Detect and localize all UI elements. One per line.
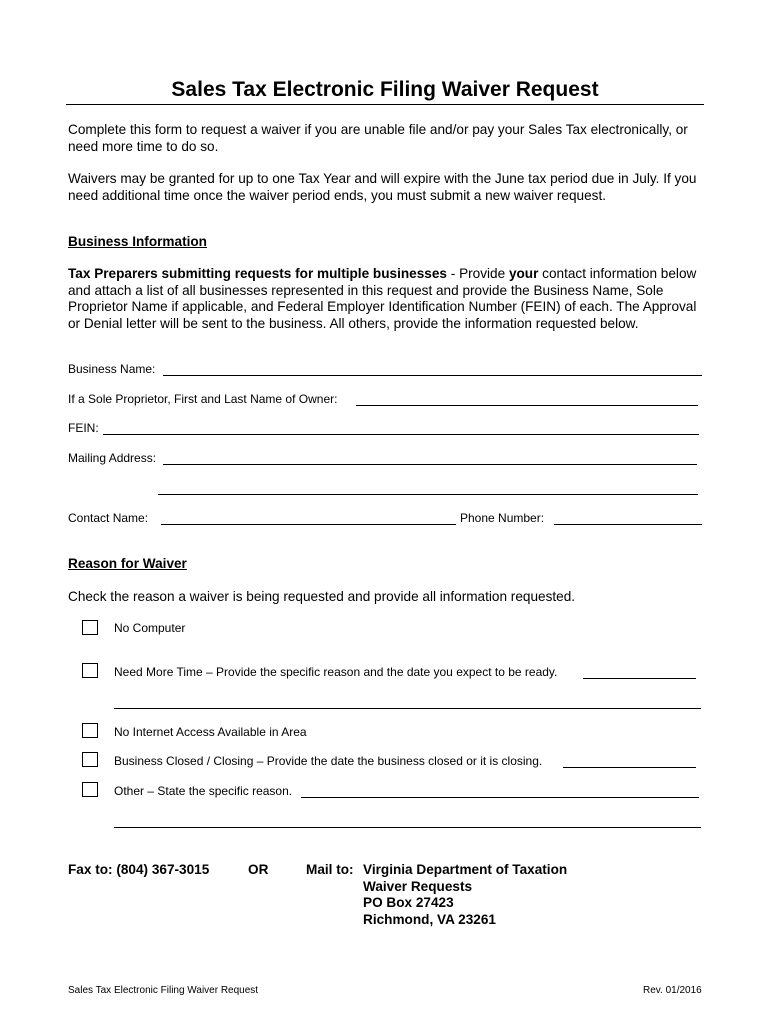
mail-address-line-3: PO Box 27423 (363, 895, 454, 910)
fein-label: FEIN: (68, 421, 99, 435)
preparers-rest-text: contact information below and attach a list of all businesses represented in this request and provide the Business Name, Sole Proprietor Name if applicable, and Federal Employer Identification Number (FEIN) of each. The Approval or Denial letter will be sent to the business. All others, provide the information requested below. (68, 266, 697, 331)
mail-address-line-4: Richmond, VA 23261 (363, 912, 496, 927)
need-more-time-checkbox[interactable] (82, 663, 98, 678)
business-closed-field[interactable] (563, 767, 696, 768)
mail-address-line-2: Waiver Requests (363, 879, 473, 894)
no-computer-label: No Computer (114, 621, 186, 635)
footer-revision: Rev. 01/2016 (643, 985, 702, 996)
mailing-address-label: Mailing Address: (68, 451, 157, 465)
business-name-label: Business Name: (68, 362, 156, 376)
business-closed-label: Business Closed / Closing – Provide the date the business closed or it is closing. (114, 754, 543, 768)
contact-name-field[interactable] (161, 524, 456, 525)
fax-number: Fax to: (804) 367-3015 (68, 862, 210, 877)
phone-number-label: Phone Number: (460, 511, 545, 525)
title-divider (66, 104, 704, 105)
mail-address-line-1: Virginia Department of Taxation (363, 862, 568, 877)
contact-name-label: Contact Name: (68, 511, 149, 525)
need-more-time-field-line-1[interactable] (583, 678, 696, 679)
intro-paragraph-1: Complete this form to request a waiver if you are unable file and/or pay your Sales Tax electronically, or need more time to do so. (68, 122, 688, 154)
mailing-address-field-line-1[interactable] (163, 464, 697, 465)
other-checkbox[interactable] (82, 782, 98, 797)
or-text: OR (248, 862, 269, 877)
sole-proprietor-label: If a Sole Proprietor, First and Last Name of Owner: (68, 392, 338, 406)
footer-form-name: Sales Tax Electronic Filing Waiver Request (68, 985, 259, 996)
preparers-instructions (68, 266, 708, 332)
intro-paragraph-2: Waivers may be granted for up to one Tax Year and will expire with the June tax period due in July. If you need additional time once the waiver period ends, you must submit a new waiver request. (68, 171, 697, 203)
business-information-heading: Business Information (68, 234, 207, 249)
phone-number-field[interactable] (554, 524, 702, 525)
business-closed-checkbox[interactable] (82, 752, 98, 767)
other-label: Other – State the specific reason. (114, 784, 293, 798)
no-internet-checkbox[interactable] (82, 723, 98, 738)
preparers-bold-text: Tax Preparers submitting requests for multiple businesses (68, 266, 447, 281)
other-field-line-1[interactable] (301, 797, 699, 798)
other-field-line-2[interactable] (114, 827, 701, 828)
mail-to-label: Mail to: (306, 862, 354, 877)
preparers-dash-text: - Provide (446, 266, 509, 281)
need-more-time-field-line-2[interactable] (114, 708, 701, 709)
fein-field[interactable] (103, 434, 699, 435)
sole-proprietor-field[interactable] (356, 405, 698, 406)
reason-for-waiver-heading: Reason for Waiver (68, 556, 187, 571)
no-computer-checkbox[interactable] (82, 620, 98, 635)
page-title: Sales Tax Electronic Filing Waiver Request (171, 78, 599, 101)
preparers-your-text: your (508, 266, 539, 281)
mailing-address-field-line-2[interactable] (158, 494, 698, 495)
no-internet-label: No Internet Access Available in Area (114, 725, 307, 739)
reason-instruction: Check the reason a waiver is being requested and provide all information requested. (68, 589, 576, 604)
business-name-field[interactable] (163, 375, 702, 376)
need-more-time-label: Need More Time – Provide the specific reason and the date you expect to be ready. (114, 665, 558, 679)
